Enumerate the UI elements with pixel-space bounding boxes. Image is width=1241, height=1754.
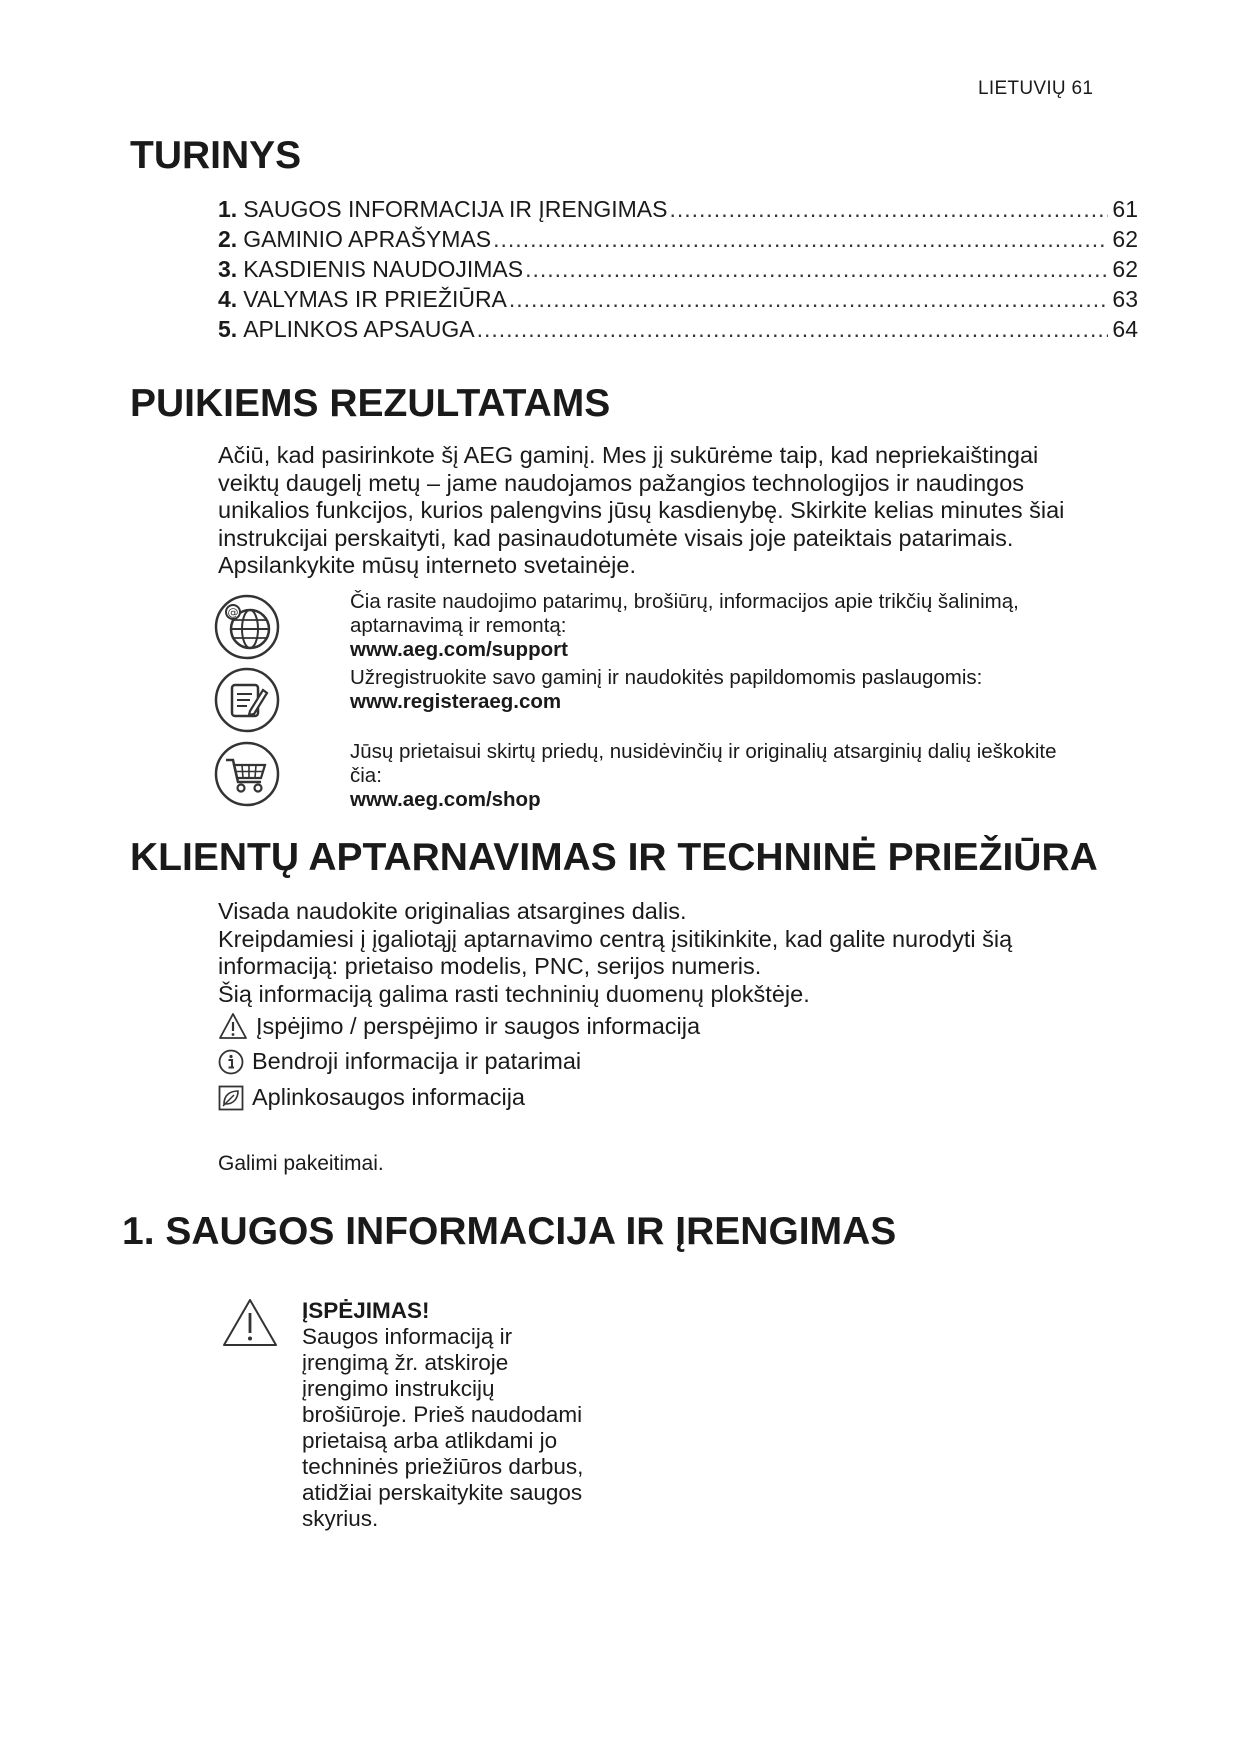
- legend-info: [218, 1048, 581, 1075]
- legend-eco: [218, 1084, 525, 1111]
- warning-line: įrengimo instrukcijų: [302, 1376, 495, 1401]
- toc-item-page: 61: [1112, 196, 1138, 222]
- toc-item-label: APLINKOS APSAUGA: [243, 316, 475, 342]
- toc-leader-dots: [477, 316, 1109, 343]
- info-icon: [218, 1049, 244, 1075]
- warning-icon: [222, 1298, 278, 1348]
- toc-leader-dots: [509, 286, 1109, 313]
- toc-item-number: 1.: [218, 196, 238, 222]
- paragraph-line: Visada naudokite originalias atsargines dalis.: [218, 898, 687, 924]
- eco-icon: [218, 1085, 244, 1111]
- toc-item-number: 4.: [218, 286, 238, 312]
- warning-line: techninės priežiūros darbus,: [302, 1454, 584, 1479]
- legend-warning: [218, 1012, 700, 1040]
- service-title: KLIENTŲ APTARNAVIMAS IR TECHNINĖ PRIEŽIŪRA: [130, 836, 1098, 879]
- toc-item[interactable]: [218, 286, 1138, 316]
- paragraph-line: Apsilankykite mūsų interneto svetainėje.: [218, 552, 636, 578]
- shop-link[interactable]: www.aeg.com/shop: [350, 788, 541, 811]
- warning-icon: [218, 1012, 248, 1040]
- register-line: Užregistruokite savo gaminį ir naudokitės papildomomis paslaugomis:: [350, 666, 983, 689]
- toc-item-label: GAMINIO APRAŠYMAS: [243, 226, 492, 252]
- toc-item-number: 3.: [218, 256, 238, 282]
- toc-item[interactable]: [218, 256, 1138, 286]
- safety-title: 1. SAUGOS INFORMACIJA IR ĮRENGIMAS: [122, 1210, 897, 1253]
- toc-item[interactable]: [218, 196, 1138, 226]
- warning-line: prietaisą arba atlikdami jo: [302, 1428, 558, 1453]
- toc-title: TURINYS: [130, 134, 302, 177]
- paragraph-line: instrukcijai perskaityti, kad pasinaudotumėte visais joje pateiktais patarimais.: [218, 524, 1014, 551]
- toc-item-page: 62: [1112, 256, 1138, 282]
- warning-text: [302, 1298, 583, 1532]
- toc-item-page: 62: [1112, 226, 1138, 252]
- toc-leader-dots: [669, 196, 1108, 223]
- toc-item[interactable]: [218, 316, 1138, 346]
- toc-item-number: 2.: [218, 226, 238, 252]
- paragraph-line: informaciją: prietaiso modelis, PNC, serijos numeris.: [218, 953, 762, 979]
- support-link[interactable]: www.aeg.com/support: [350, 638, 568, 661]
- cart-icon: [214, 741, 280, 807]
- toc-leader-dots: [525, 256, 1108, 283]
- shop-text: [350, 740, 1056, 812]
- table-of-contents: [218, 196, 1138, 346]
- support-text: [350, 590, 1019, 662]
- results-paragraph: [218, 442, 1064, 580]
- register-icon: [214, 667, 280, 733]
- paragraph-line: Ačiū, kad pasirinkote šį AEG gaminį. Mes jį sukūrėme taip, kad nepriekaištingai: [218, 442, 1039, 468]
- service-paragraph: [218, 898, 1012, 1008]
- shop-line: Jūsų prietaisui skirtų priedų, nusidėvinčių ir originalių atsarginių dalių ieškokite: [350, 740, 1057, 763]
- toc-item[interactable]: [218, 226, 1138, 256]
- shop-line: čia:: [350, 764, 382, 787]
- toc-item-label: KASDIENIS NAUDOJIMAS: [243, 256, 524, 282]
- warning-line: Saugos informaciją ir: [302, 1324, 513, 1349]
- toc-item-label: VALYMAS IR PRIEŽIŪRA: [243, 286, 507, 312]
- toc-item-page: 64: [1112, 316, 1138, 342]
- legend-label: Bendroji informacija ir patarimai: [252, 1048, 582, 1074]
- svg-text:@: @: [227, 606, 239, 619]
- warning-title: ĮSPĖJIMAS!: [302, 1298, 430, 1323]
- legend-label: Aplinkosaugos informacija: [252, 1084, 526, 1110]
- toc-item-label: SAUGOS INFORMACIJA IR ĮRENGIMAS: [243, 196, 668, 222]
- warning-line: atidžiai perskaitykite saugos: [302, 1480, 583, 1505]
- toc-item-page: 63: [1112, 286, 1138, 312]
- results-title: PUIKIEMS REZULTATAMS: [130, 382, 611, 425]
- changes-note: Galimi pakeitimai.: [218, 1152, 384, 1175]
- warning-line: skyrius.: [302, 1506, 379, 1531]
- globe-icon: [214, 594, 280, 660]
- toc-leader-dots: [493, 226, 1108, 253]
- support-line: aptarnavimą ir remontą:: [350, 614, 567, 637]
- paragraph-line: veiktų daugelį metų – jame naudojamos pažangios technologijos ir naudingos: [218, 469, 1025, 496]
- toc-item-number: 5.: [218, 316, 238, 342]
- page-header-label: LIETUVIŲ 61: [978, 78, 1094, 99]
- paragraph-line: unikalios funkcijos, kurios palengvins jūsų kasdienybę. Skirkite kelias minutes šiai: [218, 497, 1065, 523]
- paragraph-line: Šią informaciją galima rasti techninių duomenų plokštėje.: [218, 980, 810, 1007]
- legend-label: Įspėjimo / perspėjimo ir saugos informacija: [256, 1012, 701, 1039]
- warning-line: įrengimą žr. atskiroje: [302, 1350, 509, 1375]
- support-line: Čia rasite naudojimo patarimų, brošiūrų, informacijos apie trikčių šalinimą,: [350, 590, 1019, 613]
- register-text: [350, 666, 982, 714]
- register-link[interactable]: www.registeraeg.com: [350, 690, 562, 713]
- warning-line: brošiūroje. Prieš naudodami: [302, 1402, 583, 1427]
- paragraph-line: Kreipdamiesi į įgaliotąjį aptarnavimo centrą įsitikinkite, kad galite nurodyti šią: [218, 925, 1013, 952]
